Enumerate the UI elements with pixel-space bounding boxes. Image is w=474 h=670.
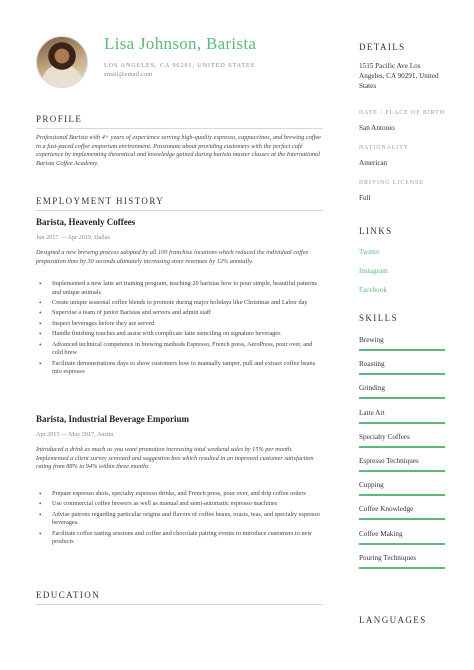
skill-label: Coffee Making [359, 529, 403, 538]
list-item: • Prepare espresso shots, specialty espresso drinks, and French press, pour over, and drip coffee orders [36, 490, 321, 499]
list-item: • Facilitate coffee tasting sessions and coffee and chocolate pairing events to introduce customers to new products [36, 530, 321, 547]
skill-level-bar [359, 397, 445, 399]
skill-level-fill [359, 494, 445, 496]
list-item: • Facilitate demonstrations days to show customers how to manually tamper, pull and extract coffee beans into espresso [36, 360, 321, 377]
skill-level-bar [359, 446, 445, 448]
skill-item [359, 481, 445, 496]
details-heading: DETAILS [359, 42, 406, 52]
skill-label: Cupping [359, 481, 384, 490]
job-summary: Designed a new brewing process adopted by all 100 franchise locations which reduced the individual coffee preparation time by 30 seconds ultimately increasing store revenues by 12% annually. [36, 249, 309, 265]
skill-label: Espresso Techniques [359, 457, 419, 465]
skill-item [359, 360, 445, 375]
languages-heading: LANGUAGES [359, 615, 427, 625]
skill-level-bar [359, 349, 445, 351]
list-item: • Inspect beverages before they are served [36, 320, 321, 329]
skill-item [359, 505, 445, 520]
education-heading: EDUCATION [36, 590, 101, 600]
skill-level-bar [359, 567, 445, 569]
license-label: DRIVING LICENSE [359, 180, 424, 186]
details-address: 1515 Pacific Ave Los Angeles, CA 90291, United States [359, 62, 439, 90]
job-dates: Jun 2017 — Apr 2019, Dallas [36, 234, 110, 241]
skill-item [359, 554, 445, 569]
skill-level-fill [359, 422, 445, 424]
links-heading: LINKS [359, 226, 393, 236]
skill-item [359, 530, 445, 545]
skill-level-bar [359, 543, 445, 545]
skill-label: Grinding [359, 384, 385, 393]
job-title: Barista, Industrial Beverage Emporium [36, 414, 189, 424]
list-item: • Create unique seasonal coffee blends to promote during major holidays like Christmas and Labor day [36, 299, 321, 308]
skill-level-fill [359, 446, 445, 448]
avatar [36, 36, 88, 88]
contact-info [104, 61, 264, 79]
job-dates: Apr 2015 — May 2017, Austin [36, 431, 114, 438]
facebook-link[interactable]: Facebook [359, 286, 387, 294]
employment-heading: EMPLOYMENT HISTORY [36, 196, 165, 206]
skill-level-bar [359, 373, 445, 375]
job-bullets [36, 280, 321, 379]
list-item: • Advanced technical competence in brewing methods Espresso, French press, AeroPress, pour over, and cold brew [36, 341, 321, 358]
job-bullets [36, 490, 321, 549]
dob-label: DATE / PLACE OF BIRTH [359, 110, 446, 116]
skill-level-bar [359, 422, 445, 424]
nationality-label: NATIONALITY [359, 145, 409, 151]
skill-label: Specialty Coffees [359, 432, 410, 441]
header-address: LOS ANGELES, CA 90291, UNITED STATES [104, 62, 256, 69]
skill-level-fill [359, 518, 445, 520]
skill-label: Coffee Knowledge [359, 505, 414, 514]
candidate-name: Lisa Johnson, Barista [104, 34, 257, 53]
list-item: • Implemented a new latte art training program, teaching 20 baristas how to pour simple, beautiful patterns and unique animals [36, 280, 321, 297]
employment-divider [36, 210, 323, 211]
skills-heading: SKILLS [359, 313, 398, 323]
instagram-link[interactable]: Instagram [359, 267, 388, 275]
job-title: Barista, Heavenly Coffees [36, 217, 136, 227]
twitter-link[interactable]: Twitter [359, 248, 380, 256]
skill-level-fill [359, 397, 445, 399]
list-item: • Use commercial coffee brewers as well as manual and semi-automatic espresso machines [36, 500, 321, 509]
profile-divider [36, 128, 323, 129]
list-item: • Advise patrons regarding particular origins and flavors of coffee beans, roasts, teas, and specialty espresso beverages. [36, 511, 321, 528]
skill-label: Pouring Techniques [359, 553, 417, 562]
nationality-value: American [359, 159, 388, 167]
skill-item [359, 409, 445, 424]
list-item: • Supervise a team of junior Baristas and servers and admin staff [36, 309, 321, 318]
skill-item [359, 457, 445, 472]
license-value: Full [359, 194, 371, 202]
skill-level-bar [359, 518, 445, 520]
skill-level-bar [359, 494, 445, 496]
skill-item [359, 336, 445, 351]
skill-label: Roasting [359, 360, 385, 369]
skill-level-fill [359, 567, 445, 569]
skill-item [359, 433, 445, 448]
education-divider [36, 604, 323, 605]
skill-level-fill [359, 349, 445, 351]
profile-heading: PROFILE [36, 114, 83, 124]
skill-item [359, 384, 445, 399]
header-email[interactable]: email@email.com [104, 71, 153, 78]
list-item: • Handle finishing touches and assist with complicate latte stenciling on signature beverages [36, 330, 321, 339]
skill-label: Brewing [359, 336, 384, 344]
skill-level-bar [359, 470, 445, 472]
skill-level-fill [359, 543, 445, 545]
profile-text: Professional Barista with 4+ years of experience serving high-quality espresso, cappuccinos, and brewing coffee in a fast-paced coffee emporium environment. Passionate about providing customers with the perfect café experience by implementing theoretical and knowledge gained during barista master classes at the International Barista Coffee Academy. [36, 134, 321, 167]
job-summary: Introduced a drink as much as you want promotion increasing total weekend sales by 15% per month. Implemented a client survey scoreard and suggestion box which resulted in an improved customer satisfaction rating from 88% to 94% within three months [36, 446, 314, 471]
skill-level-fill [359, 470, 445, 472]
dob-value: San Antonio [359, 124, 395, 132]
skill-label: Latte Art [359, 408, 385, 417]
skill-level-fill [359, 373, 445, 375]
